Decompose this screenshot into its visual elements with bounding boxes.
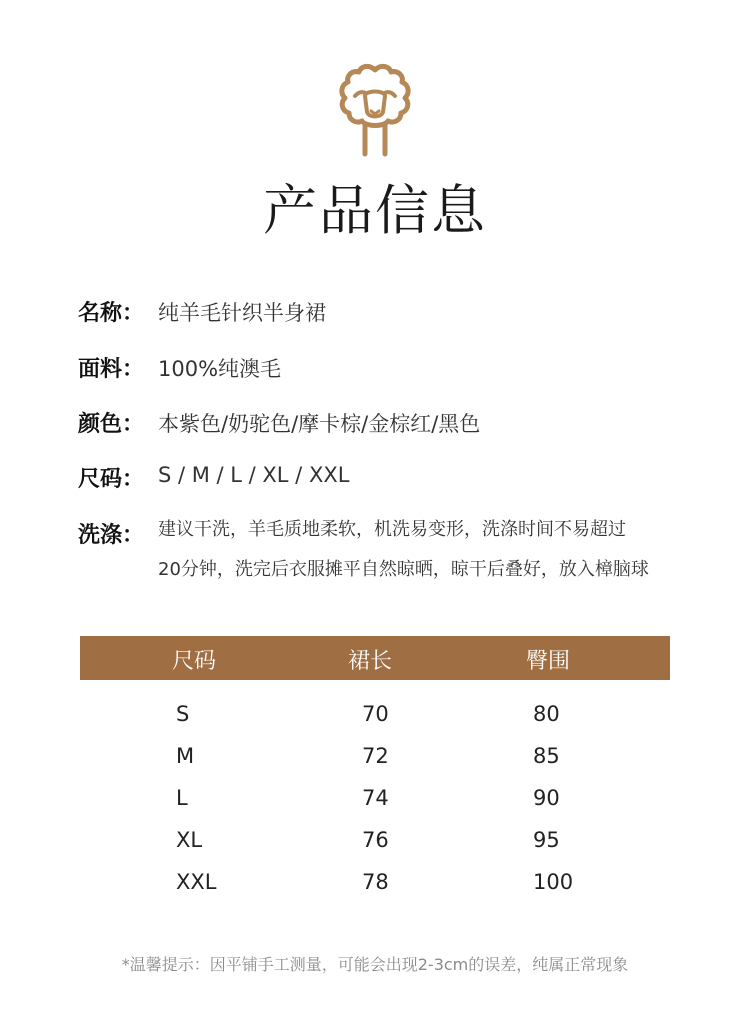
info-wash	[78, 518, 698, 590]
sheep-icon	[335, 62, 415, 158]
wash-label: 洗涤：	[78, 523, 145, 548]
size-table-header	[80, 636, 670, 680]
fabric-label: 面料：	[78, 357, 145, 382]
wash-line-2: 20分钟，洗完后衣服摊平自然晾晒，晾干后叠好，放入樟脑球	[158, 559, 649, 580]
info-size	[78, 462, 349, 493]
page-title: 产品信息	[263, 179, 487, 242]
name-value: 纯羊毛针织半身裙	[158, 301, 326, 325]
cell-size: XXL	[176, 870, 217, 894]
table-row	[0, 744, 750, 784]
table-row	[0, 702, 750, 742]
size-label: 尺码：	[78, 467, 145, 492]
cell-hip: 95	[533, 828, 560, 852]
color-value: 本紫色/奶驼色/摩卡棕/金棕红/黑色	[158, 412, 481, 436]
cell-length: 70	[362, 702, 389, 726]
wash-line-1: 建议干洗，羊毛质地柔软，机洗易变形，洗涤时间不易超过	[158, 519, 626, 540]
cell-size: S	[176, 702, 190, 726]
cell-hip: 80	[533, 702, 560, 726]
header-length: 裙长	[348, 649, 393, 674]
cell-length: 72	[362, 744, 389, 768]
table-row	[0, 786, 750, 826]
header-hip: 臀围	[526, 649, 571, 674]
cell-size: M	[176, 744, 195, 768]
name-label: 名称：	[78, 301, 145, 326]
cell-length: 74	[362, 786, 389, 810]
table-row	[0, 870, 750, 910]
table-row	[0, 828, 750, 868]
cell-size: XL	[176, 828, 203, 852]
cell-length: 76	[362, 828, 389, 852]
color-label: 颜色：	[78, 412, 145, 437]
cell-hip: 90	[533, 786, 560, 810]
fabric-value: 100%纯澳毛	[158, 357, 282, 381]
wash-value	[158, 510, 698, 590]
info-name	[78, 296, 326, 327]
cell-length: 78	[362, 870, 389, 894]
info-color	[78, 407, 480, 438]
cell-size: L	[176, 786, 188, 810]
measurement-note: *温馨提示：因平铺手工测量，可能会出现2-3cm的误差，纯属正常现象	[121, 955, 629, 974]
header-size: 尺码	[172, 649, 217, 674]
cell-hip: 100	[533, 870, 574, 894]
cell-hip: 85	[533, 744, 560, 768]
size-value: S / M / L / XL / XXL	[158, 463, 350, 487]
info-fabric	[78, 352, 281, 383]
